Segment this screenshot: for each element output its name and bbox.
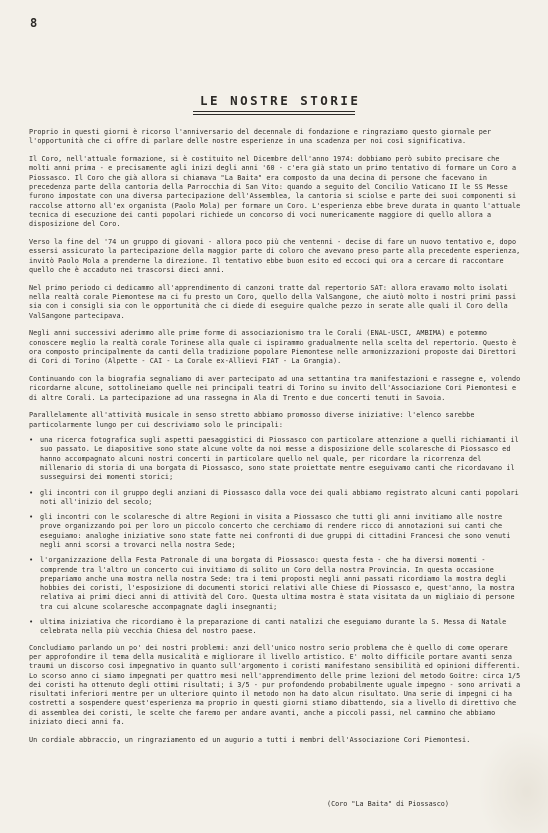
paragraph-associations: Negli anni successivi aderimmo alle prime forme di associazionismo tra le Corali (ENAL-USCI, AMBIMA) e potemmo conoscere meglio la realtà corale Torinese alla quale ci ispirammo gradualmente nella scelta del repertorio. Questo è ora composto principalmente da canti della tradizione popolare Piemontese nelle armonizzazioni proposte dai Direttori di Cori di Torino (Alpette - CAI - La Corale ex-Allievi FIAT - La Grangia). <box>29 329 517 366</box>
title-underline <box>193 111 355 112</box>
paragraph-refoundation: Verso la fine del '74 un gruppo di giovani - allora poco più che ventenni - decise di fare un nuovo tentativo e, dopo essersi assicurato la partecipazione della maggior parte di coloro che avevano preso parte alla precedente esperienza, invitò Paolo Mola a prenderne la direzione. Il tentativo ebbe buon esito ed eccoci qui ora a cercare di raccontare quello che è accaduto nei trascorsi dieci anni. <box>29 237 521 274</box>
article-body <box>29 128 522 754</box>
list-item-text: una ricerca fotografica sugli aspetti paesaggistici di Piossasco con particolare attenzione a quelli richiamanti il suo passato. Le diapositive sono state alcune volte da noi messe a disposizione delle scolaresche di Piossasco ed hanno accompagnato alcuni nostri concerti in particolare quello nel quale, per ricordare la ricorrenza del millenario di storia di una borgata di Piossasco, sono state proiettate mentre eseguivamo canti che ricordavano il susseguirsi dei momenti storici; <box>40 436 519 482</box>
list-item-text: ultima iniziativa che ricordiamo è la preparazione di canti natalizi che eseguiamo durante la S. Messa di Natale celebrata nella più vecchia Chiesa del nostro paese. <box>40 618 507 636</box>
bullet-marker: • <box>29 513 34 522</box>
paragraph-events: Continuando con la biografia segnaliamo di aver partecipato ad una settantina tra manifestazioni e rassegne e, volendo ricordarne alcune, sottolineiamo quelle nei principali teatri di Torino su invito dell'Associazione Cori Piemontesi e di altre Corali. La partecipazione ad una rassegna in Ala di Trento e due concerti tenuti in Savoia. <box>29 375 521 402</box>
bullet-marker: • <box>29 618 34 627</box>
list-item <box>29 556 522 612</box>
list-item <box>29 618 522 637</box>
initiatives-list <box>29 436 522 637</box>
bullet-marker: • <box>29 488 34 497</box>
paragraph-first-period: Nel primo periodo ci dedicammo all'apprendimento di canzoni tratte dal repertorio SAT: allora eravamo molto isolati nella realtà corale Piemontese ma ci fu presto un Coro, quello della ValSangone, che aiutò molto i nostri primi passi sia con i consigli sia con le opportunità che ci diede di eseguire qualche pezzo in serate alle quali il Coro della ValSangone partecipava. <box>29 283 517 320</box>
title-underline-second <box>193 114 355 115</box>
list-item-text: gli incontri con le scolaresche di altre Regioni in visita a Piossasco che tutti gli anni invitiamo alle nostre prove organizzando poi per loro un piccolo concerto che cerchiamo di rendere ricco di annotazioni sui canti che eseguiamo: analoghe iniziative sono state fatte nei confronti di due gruppi di cittadini Francesi che sono venuti negli anni scorsi a trovarci nella nostra Sede; <box>40 513 511 549</box>
bullet-marker: • <box>29 556 34 565</box>
list-item <box>29 489 522 508</box>
page-number: 8 <box>30 16 38 30</box>
paragraph-intro: Proprio in questi giorni è ricorso l'anniversario del decennale di fondazione e ringraziamo questo giornale per l'opportunità che ci offre di parlare delle nostre esperienze in una scadenza per noi così significativa. <box>29 128 492 146</box>
paragraph-problems: Concludiamo parlando un po' dei nostri problemi: anzi dell'unico nostro serio problema che è quello di come operare per approfondire il tema della musicalità e migliorare il livello artistico. E' molto difficile portare avanti senza traumi un discorso così impegnativo in quanto sull'argomento i coristi manifestano sensibilità ed opinioni differenti. Lo scorso anno ci siamo impegnati per quattro mesi nell'apprendimento delle prime lezioni del metodo Goitre: circa 1/5 dei coristi ha ottenuto degli ottimi risultati; i 3/5 - pur profondendo probabilmente uguale impegno - sono arrivati a risultati inferiori mentre per un ulteriore quinto il metodo non ha dato alcun risultato. Una serie di impegni ci ha costretti a sospendere quest'esperienza ma proprio in questi giorni stiamo dibattendo, sia a livello di direttivo che di assemblea dei coristi, le scelte che faremo per andare avanti, anche a piccoli passi, nel cammino che abbiamo iniziato dieci anni fa. <box>29 643 521 727</box>
list-item <box>29 513 522 550</box>
signature: (Coro "La Baita" di Piossasco) <box>327 800 449 808</box>
list-item-text: l'organizzazione della Festa Patronale di una borgata di Piossasco: questa festa - che ha diversi momenti - comprende tra l'altro un concerto cui invitiamo di solito un Coro della nostra Provincia. In questa occasione prepariamo anche una mostra nella nostra Sede: tra i temi proposti negli anni passati ricordiamo la mostra degli hobbies dei coristi, l'esposizione di documenti storici relativi alle Chiese di Piossasco e, quest'anno, la mostra relativa ai primi dieci anni di attività del Coro. Questa ultima mostra è stata visitata da un migliaio di persone tra cui alcune scolaresche accompagnate dagli insegnanti; <box>40 556 515 611</box>
paragraph-history: Il Coro, nell'attuale formazione, si è costituito nel Dicembre dell'anno 1974: dobbiamo però subito precisare che molti anni prima - e precisamente agli inizi degli anni '60 - c'era già stato un primo tentativo di formare un Coro a Piossasco. Il Coro che già allora si chiamava "La Baita" era composto da una decina di persone che facevano in precedenza parte della cantoria della Parrocchia di San Vito: quando a seguito del Concilio Vaticano II le SS Messe furono impostate con una diversa partecipazione dell'Assemblea, la cantoria si sciolse e parte dei suoi componenti si raccolse attorno all'ex organista (Paolo Mola) per formare un Coro. L'esperienza ebbe breve durata in quanto l'attuale tecnica di esecuzione dei canti popolari richiede un concorso di voci numericamente maggiore di quello allora a disposizione del Coro. <box>29 155 521 229</box>
list-item-text: gli incontri con il gruppo degli anziani di Piossasco dalla voce dei quali abbiamo registrato alcuni canti popolari noti all'inizio del secolo; <box>40 488 519 506</box>
paragraph-closing: Un cordiale abbraccio, un ringraziamento ed un augurio a tutti i membri dell'Associazione Cori Piemontesi. <box>29 735 471 744</box>
bullet-marker: • <box>29 436 34 445</box>
paragraph-initiatives: Parallelamente all'attività musicale in senso stretto abbiamo promosso diverse iniziative: l'elenco sarebbe particolarmente lungo per cui descriviamo solo le principali: <box>29 411 475 429</box>
list-item <box>29 436 522 482</box>
paper-stain <box>478 730 548 833</box>
article-title: LE NOSTRE STORIE <box>200 93 361 108</box>
